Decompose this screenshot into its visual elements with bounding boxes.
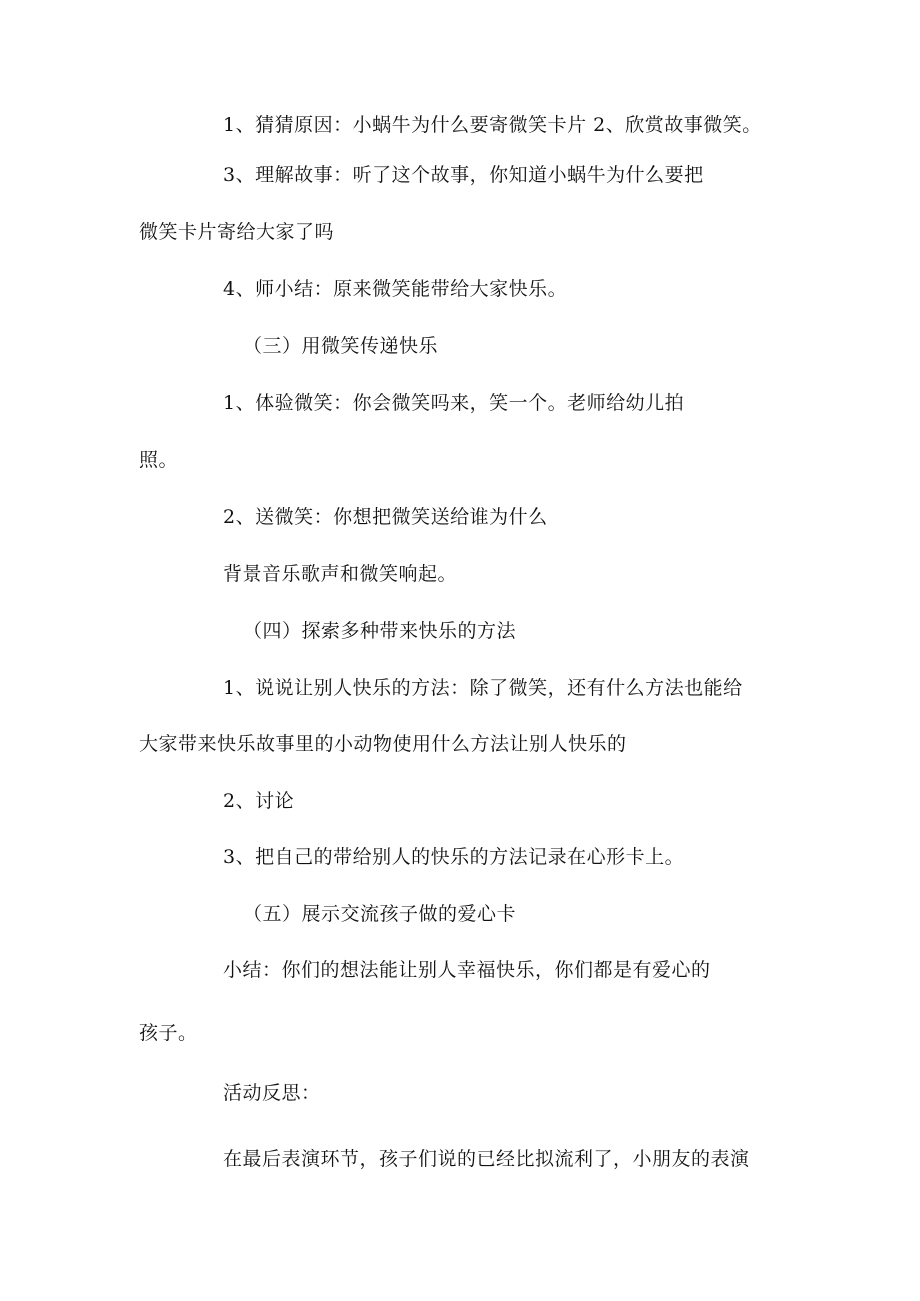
text-line: 3、理解故事：听了这个故事，你知道小蜗牛为什么要把	[223, 164, 704, 186]
text-line: 4、师小结：原来微笑能带给大家快乐。	[223, 278, 568, 300]
text-line: 孩子。	[139, 1022, 198, 1044]
text-line: 3、把自己的带给别人的快乐的方法记录在心形卡上。	[223, 846, 685, 868]
text-line: 小结：你们的想法能让别人幸福快乐，你们都是有爱心的	[223, 959, 711, 981]
text-line: 活动反思：	[223, 1082, 321, 1104]
text-line: 2、讨论	[223, 790, 295, 812]
text-line: 照。	[139, 449, 179, 471]
text-line: 2、送微笑：你想把微笑送给谁为什么	[223, 506, 548, 528]
text-line: 背景音乐歌声和微笑响起。	[223, 563, 458, 585]
text-line: 大家带来快乐故事里的小动物使用什么方法让别人快乐的	[139, 733, 627, 755]
text-line: 微笑卡片寄给大家了吗	[139, 221, 335, 243]
section-heading: （五）展示交流孩子做的爱心卡	[243, 903, 517, 925]
text-line: 1、猜猜原因：小蜗牛为什么要寄微笑卡片 2、欣赏故事微笑。	[223, 114, 762, 136]
section-heading: （四）探索多种带来快乐的方法	[243, 620, 517, 642]
text-line: 1、说说让别人快乐的方法：除了微笑，还有什么方法也能给	[223, 677, 743, 699]
text-line: 1、体验微笑：你会微笑吗来，笑一个。老师给幼儿拍	[223, 392, 685, 414]
text-line: 在最后表演环节，孩子们说的已经比拟流利了，小朋友的表演	[223, 1148, 750, 1170]
section-heading: （三）用微笑传递快乐	[243, 335, 439, 357]
